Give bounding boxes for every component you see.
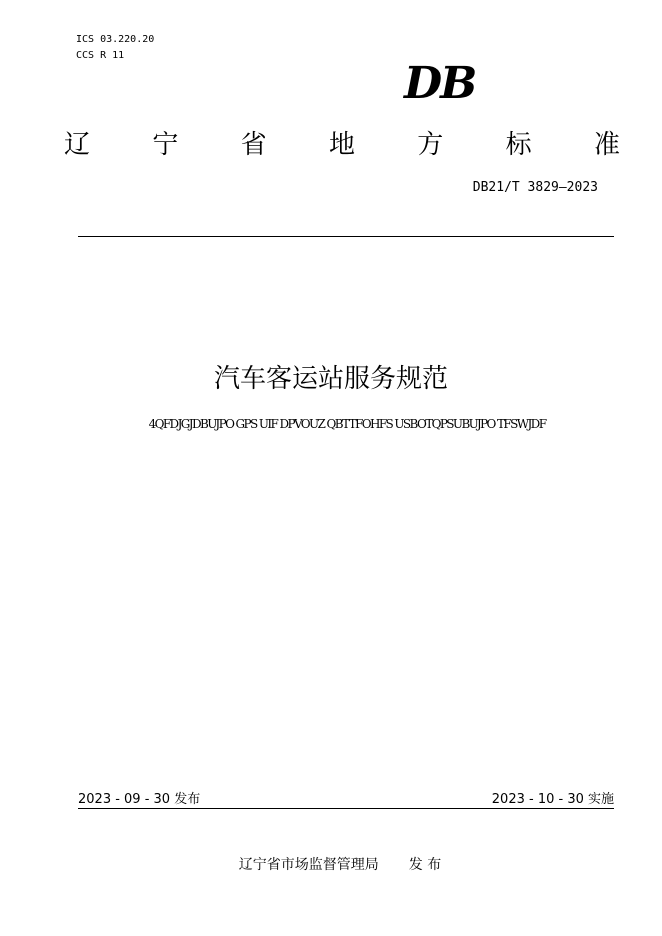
ccs-code: CCS R 11 [76, 50, 125, 61]
publish-date: 2023 - 09 - 30 发布 [78, 792, 201, 807]
issuer-line [0, 854, 662, 874]
org-char: 准 [593, 130, 620, 160]
org-char: 省 [240, 130, 267, 160]
document-subtitle: 4QFDJGJDBUJPO GPS UIF DPVOUZ QBTTFOHFS USBOTQPSUBUJPO TFSWJDF [148, 417, 546, 431]
org-char: 方 [417, 130, 444, 160]
org-char: 地 [328, 130, 355, 160]
db-logo: DB [404, 58, 476, 109]
document-title: 汽车客运站服务规范 [213, 364, 448, 394]
issuer-name: 辽宁省市场监督管理局 [238, 857, 379, 873]
issue-word: 发 布 [408, 857, 442, 873]
effective-date: 2023 - 10 - 30 实施 [491, 792, 614, 807]
ics-code: ICS 03.220.20 [76, 34, 155, 45]
standard-code: DB21/T 3829—2023 [472, 180, 598, 195]
top-divider [78, 236, 614, 237]
bottom-divider [78, 808, 614, 809]
org-title [62, 124, 622, 161]
org-char: 宁 [152, 130, 179, 160]
classification-codes [76, 32, 154, 64]
org-char: 标 [505, 130, 532, 160]
org-char: 辽 [63, 130, 90, 160]
